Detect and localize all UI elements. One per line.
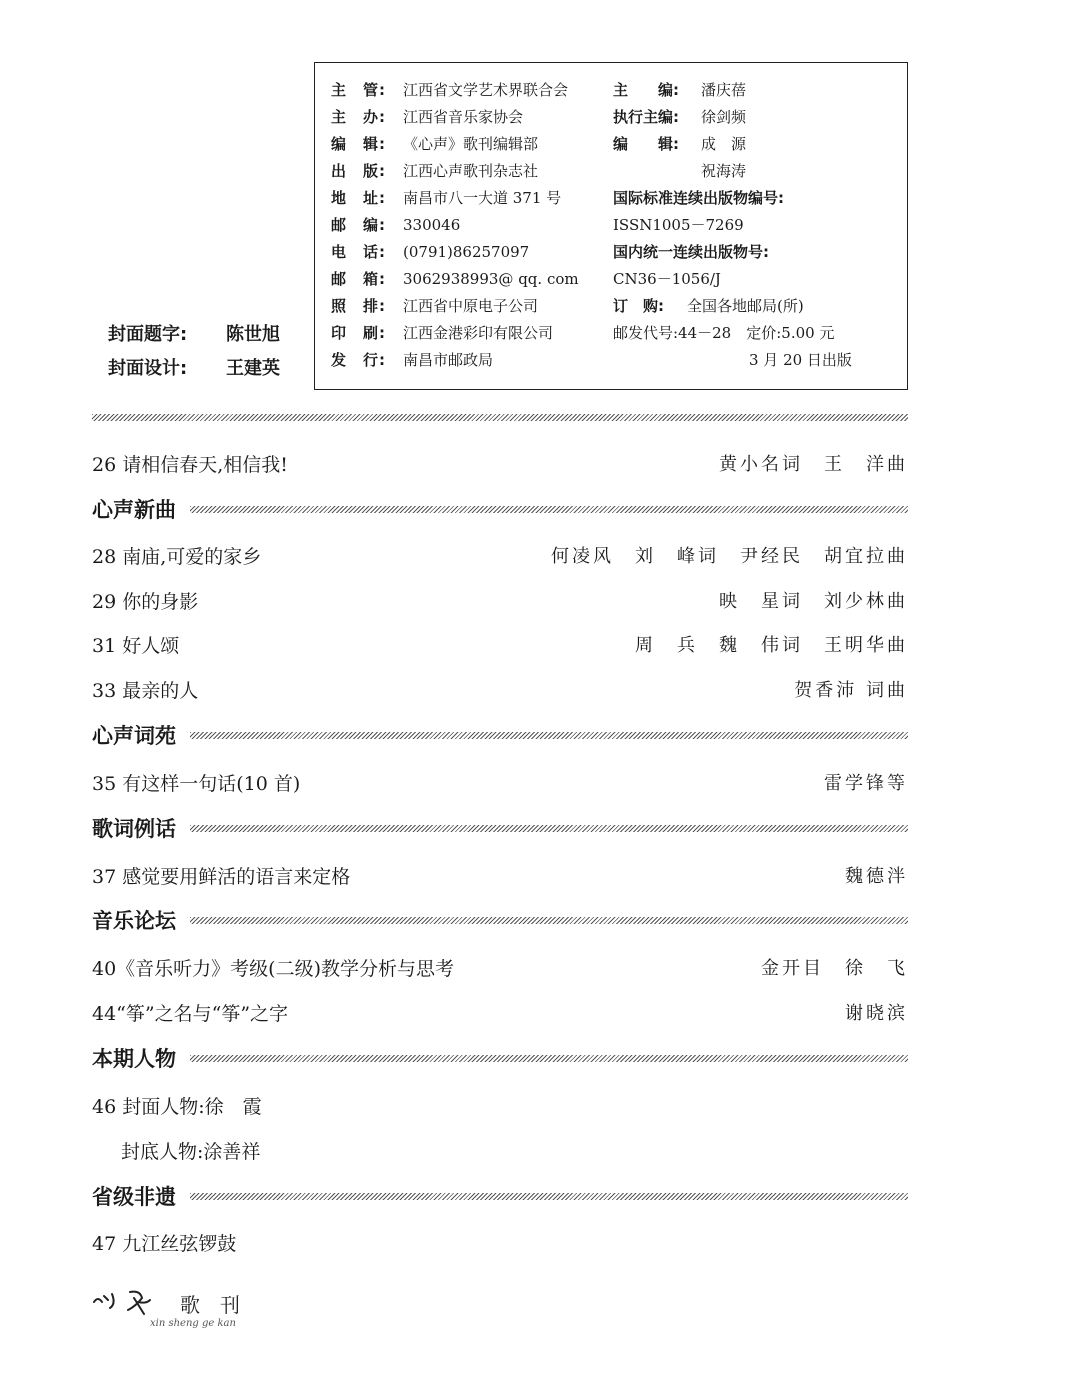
- toc-entry[interactable]: [92, 540, 908, 570]
- info-row-chief-editor: [613, 76, 746, 103]
- section-rule: [190, 1055, 908, 1062]
- cover-title-credit: [108, 316, 280, 350]
- toc-entry-author: 何凌风 刘 峰词 尹经民 胡宜拉曲: [551, 546, 908, 567]
- separator-rule: [92, 414, 908, 421]
- toc-entry[interactable]: [92, 629, 908, 659]
- info-row-order: [613, 292, 804, 319]
- toc-entry-title: 40《音乐听力》考级(二级)教学分析与思考: [92, 957, 455, 980]
- toc-entry-author: 谢晓滨: [845, 1003, 908, 1024]
- info-row-phone: [331, 238, 529, 265]
- magazine-logo: [92, 1286, 312, 1336]
- info-row-editors: [613, 130, 746, 157]
- section-rule: [190, 506, 908, 513]
- cover-credits: [108, 316, 280, 384]
- info-value: 全国各地邮局(所): [687, 297, 804, 315]
- toc-entry[interactable]: [92, 674, 908, 704]
- toc-entry[interactable]: [92, 860, 908, 890]
- info-key: 照 排:: [331, 297, 386, 315]
- section-title: 本期人物: [92, 1047, 176, 1071]
- toc-entry-author: 周 兵 魏 伟词 王明华曲: [635, 635, 908, 656]
- toc-entry-author: 金开目 徐 飞: [761, 958, 908, 979]
- section-title: 省级非遗: [92, 1185, 176, 1209]
- info-key: 邮 编:: [331, 216, 386, 234]
- section-header: [92, 905, 908, 935]
- masthead-info-box: [314, 62, 908, 390]
- toc-entry-title: 29 你的身影: [92, 590, 199, 613]
- info-row-email: [331, 265, 579, 292]
- toc-entry-title: 31 好人颂: [92, 634, 180, 657]
- info-value: 江西心声歌刊杂志社: [403, 162, 539, 180]
- cover-design-name: 王建英: [226, 358, 280, 379]
- info-row-supervisor: [331, 76, 568, 103]
- toc-entry[interactable]: [92, 952, 908, 982]
- info-key: 发 行:: [331, 351, 386, 369]
- info-value: 3 月 20 日出版: [749, 351, 852, 369]
- info-row-cn-label: [613, 238, 769, 265]
- toc-entry-title: 26 请相信春天,相信我!: [92, 453, 288, 476]
- toc-entry[interactable]: [121, 1135, 908, 1165]
- info-value: ISSN1005－7269: [613, 216, 744, 234]
- info-row-typesetting: [331, 292, 538, 319]
- info-key: 电 话:: [331, 243, 386, 261]
- toc-entry[interactable]: [92, 448, 908, 478]
- info-key: 出 版:: [331, 162, 386, 180]
- section-rule: [190, 732, 908, 739]
- info-value: (0791)86257097: [403, 242, 530, 261]
- info-value: 江西金港彩印有限公司: [403, 324, 554, 342]
- toc-entry-author: 魏德泮: [845, 866, 908, 887]
- info-row-postal-price: [613, 319, 834, 346]
- info-value: 祝海涛: [701, 162, 747, 180]
- info-value: CN36－1056/J: [613, 270, 721, 288]
- toc-entry-title: 33 最亲的人: [92, 679, 199, 702]
- info-value: 江西省文学艺术界联合会: [403, 81, 569, 99]
- toc-entry[interactable]: [92, 585, 908, 615]
- info-key: 地 址:: [331, 189, 386, 207]
- section-title: 歌词例话: [92, 817, 176, 841]
- toc-entry-author: 黄小名词 王 洋曲: [719, 454, 908, 475]
- toc-entry-title: 47 九江丝弦锣鼓: [92, 1232, 237, 1255]
- logo-name: 歌 刊: [180, 1293, 240, 1317]
- info-row-cn: [613, 265, 721, 292]
- section-title: 音乐论坛: [92, 909, 176, 933]
- toc-entry-title: 28 南庙,可爱的家乡: [92, 545, 262, 568]
- section-header: [92, 494, 908, 524]
- info-key: 执行主编:: [613, 108, 679, 126]
- toc-entry-title: 封底人物:涂善祥: [121, 1140, 261, 1163]
- info-value: 成 源: [701, 135, 747, 153]
- section-rule: [190, 825, 908, 832]
- info-key: 国际标准连续出版物编号:: [613, 189, 784, 207]
- info-value: 江西省中原电子公司: [403, 297, 539, 315]
- info-value: 邮发代号:44－28 定价:5.00 元: [613, 324, 835, 342]
- info-key: 印 刷:: [331, 324, 386, 342]
- info-key: 订 购:: [613, 297, 664, 315]
- info-value: 3062938993@ qq. com: [403, 269, 579, 288]
- info-value: 江西省音乐家协会: [403, 108, 524, 126]
- info-value: 徐剑频: [701, 108, 747, 126]
- toc-entry-title: 35 有这样一句话(10 首): [92, 772, 301, 795]
- toc-entry[interactable]: [92, 997, 908, 1027]
- info-key: 主 办:: [331, 108, 386, 126]
- toc-entry-title: 46 封面人物:徐 霞: [92, 1095, 262, 1118]
- info-value: 330046: [403, 215, 461, 234]
- section-header: [92, 813, 908, 843]
- cover-title-label: 封面题字:: [108, 324, 188, 345]
- cover-title-name: 陈世旭: [226, 324, 280, 345]
- info-value: 《心声》歌刊编辑部: [403, 135, 539, 153]
- section-title: 心声新曲: [92, 498, 176, 522]
- section-rule: [190, 1193, 908, 1200]
- cover-design-label: 封面设计:: [108, 358, 188, 379]
- info-row-publisher: [331, 157, 538, 184]
- info-row-issn: [613, 211, 744, 238]
- toc-entry-title: 37 感觉要用鲜活的语言来定格: [92, 865, 351, 888]
- calligraphy-logo-mark: [94, 1292, 150, 1314]
- toc-entry[interactable]: [92, 1227, 908, 1257]
- info-row-address: [331, 184, 561, 211]
- info-row-sponsor: [331, 103, 523, 130]
- cover-design-credit: [108, 350, 280, 384]
- section-header: [92, 1043, 908, 1073]
- info-key: 编 辑:: [331, 135, 386, 153]
- info-value: 南昌市八一大道 371 号: [403, 189, 562, 207]
- info-key: 主 编:: [613, 81, 679, 99]
- logo-pinyin: xin sheng ge kan: [150, 1318, 236, 1329]
- section-header: [92, 1181, 908, 1211]
- toc-entry-author: 雷学锋等: [824, 773, 908, 794]
- info-key: 国内统一连续出版物号:: [613, 243, 769, 261]
- info-row-exec-editor: [613, 103, 746, 130]
- info-row-distribution: [331, 346, 493, 373]
- info-key: 编 辑:: [613, 135, 679, 153]
- section-rule: [190, 917, 908, 924]
- info-row-postcode: [331, 211, 460, 238]
- info-row-editor2: [701, 157, 746, 184]
- toc-entry[interactable]: [92, 1090, 908, 1120]
- toc-entry-author: 贺香沛 词曲: [794, 680, 908, 701]
- info-row-printing: [331, 319, 553, 346]
- section-title: 心声词苑: [92, 724, 176, 748]
- info-key: 主 管:: [331, 81, 386, 99]
- info-value: 南昌市邮政局: [403, 351, 494, 369]
- toc-entry[interactable]: [92, 767, 908, 797]
- toc-entry-title: 44“筝”之名与“筝”之字: [92, 1002, 289, 1025]
- info-row-editor: [331, 130, 538, 157]
- toc-entry-author: 映 星词 刘少林曲: [719, 591, 908, 612]
- info-key: 邮 箱:: [331, 270, 386, 288]
- info-row-issn-label: [613, 184, 784, 211]
- info-row-pubdate: [749, 346, 852, 373]
- section-header: [92, 720, 908, 750]
- info-value: 潘庆蓓: [701, 81, 747, 99]
